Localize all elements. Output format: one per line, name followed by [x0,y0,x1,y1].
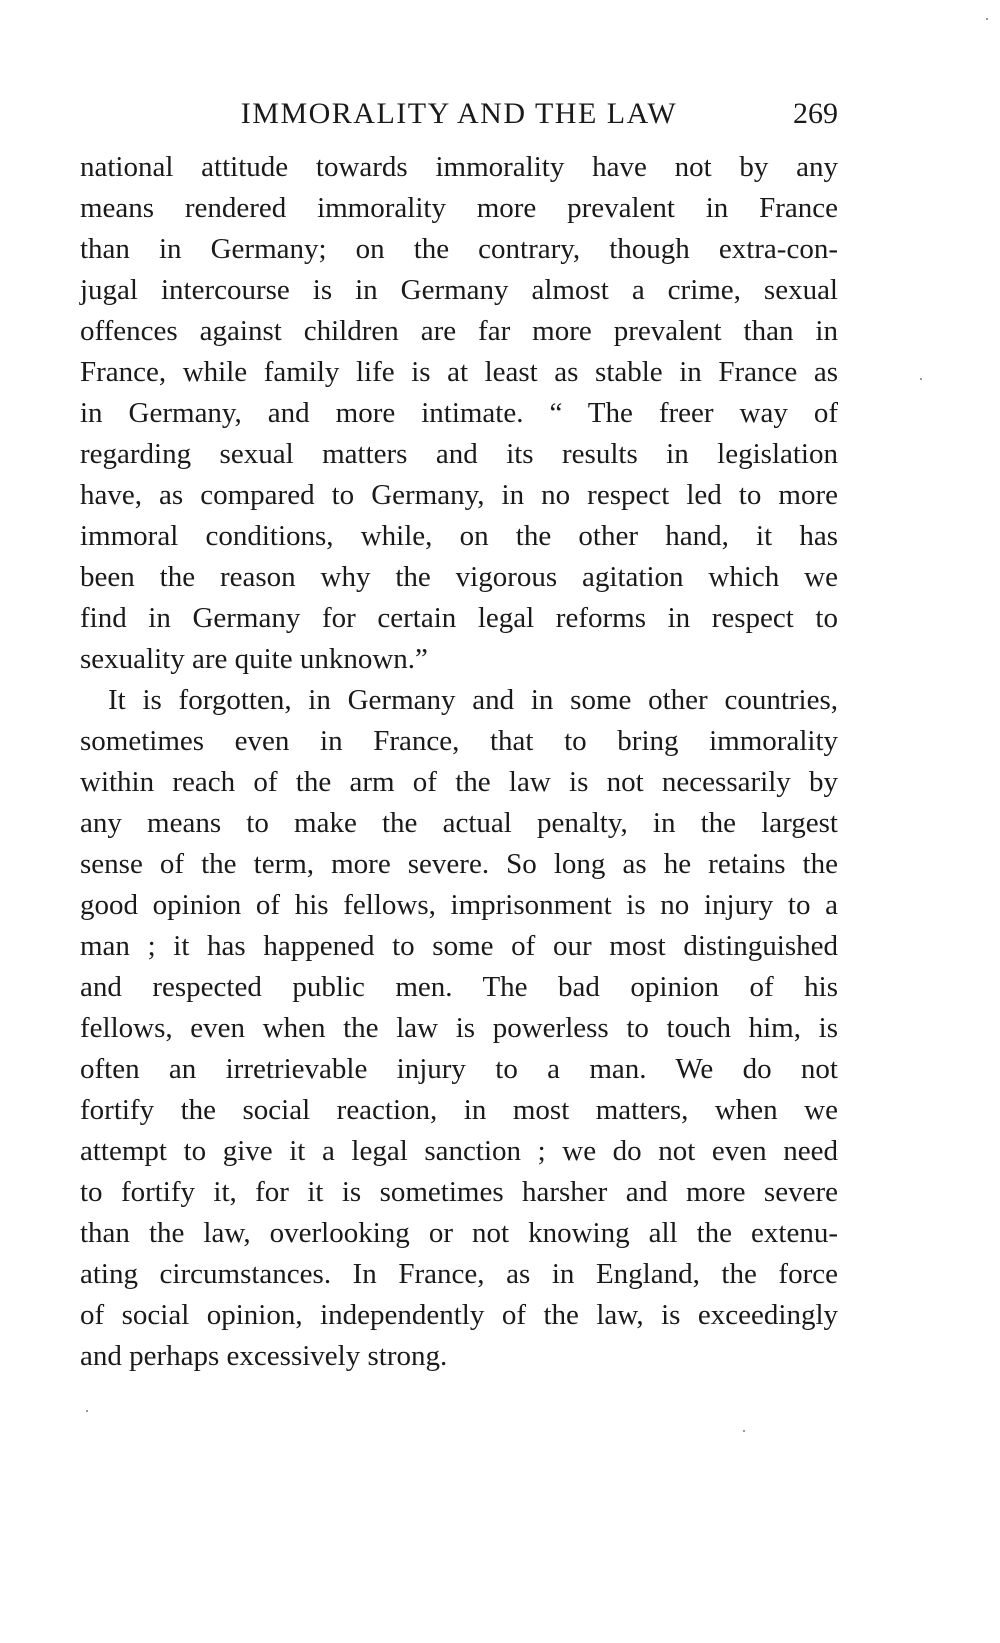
paper-speck [743,1430,745,1432]
text-line: man ; it has happened to some of our most distinguished [80,930,838,962]
running-head [80,92,838,136]
text-line: fellows, even when the law is powerless to touch him, is [80,1012,838,1044]
running-title: IMMORALITY AND THE LAW [240,97,678,130]
text-line: regarding sexual matters and its results in legislation [80,438,838,470]
paper-speck [986,18,988,20]
text-line: within reach of the arm of the law is not necessarily by [80,766,838,798]
text-line: and perhaps excessively strong. [80,1340,448,1372]
text-line: good opinion of his fellows, imprisonment is no injury to a [80,889,838,921]
paper-speck [920,378,922,380]
text-line: France, while family life is at least as stable in France as [80,356,838,388]
text-line: national attitude towards immorality have not by any [80,151,838,183]
text-line: to fortify it, for it is sometimes harsher and more severe [80,1176,838,1208]
text-line: of social opinion, independently of the law, is exceedingly [80,1299,838,1331]
text-line: than the law, overlooking or not knowing all the extenu- [80,1217,838,1249]
text-line: fortify the social reaction, in most matters, when we [80,1094,838,1126]
text-line: ating circumstances. In France, as in England, the force [80,1258,838,1290]
text-line: been the reason why the vigorous agitation which we [80,561,838,593]
body-text [80,147,838,1377]
text-line: immoral conditions, while, on the other hand, it has [80,520,838,552]
text-line: often an irretrievable injury to a man. We do not [80,1053,838,1085]
text-line: have, as compared to Germany, in no respect led to more [80,479,838,511]
text-line: than in Germany; on the contrary, though extra-con- [80,233,838,265]
paper-speck [86,1410,88,1412]
text-line: sometimes even in France, that to bring immorality [80,725,838,757]
page-number: 269 [793,97,838,130]
text-line: offences against children are far more prevalent than in [80,315,838,347]
text-line: It is forgotten, in Germany and in some other countries, [108,684,838,716]
paragraph-2 [80,680,838,1377]
text-line: jugal intercourse is in Germany almost a crime, sexual [80,274,838,306]
text-line: means rendered immorality more prevalent in France [80,192,838,224]
text-line: find in Germany for certain legal reforms in respect to [80,602,838,634]
text-line: in Germany, and more intimate. “ The freer way of [80,397,838,429]
text-line: sense of the term, more severe. So long as he retains the [80,848,838,880]
text-line: and respected public men. The bad opinion of his [80,971,838,1003]
text-line: attempt to give it a legal sanction ; we do not even need [80,1135,838,1167]
paragraph-1 [80,147,838,680]
text-line: any means to make the actual penalty, in the largest [80,807,838,839]
text-line: sexuality are quite unknown.” [80,643,428,675]
